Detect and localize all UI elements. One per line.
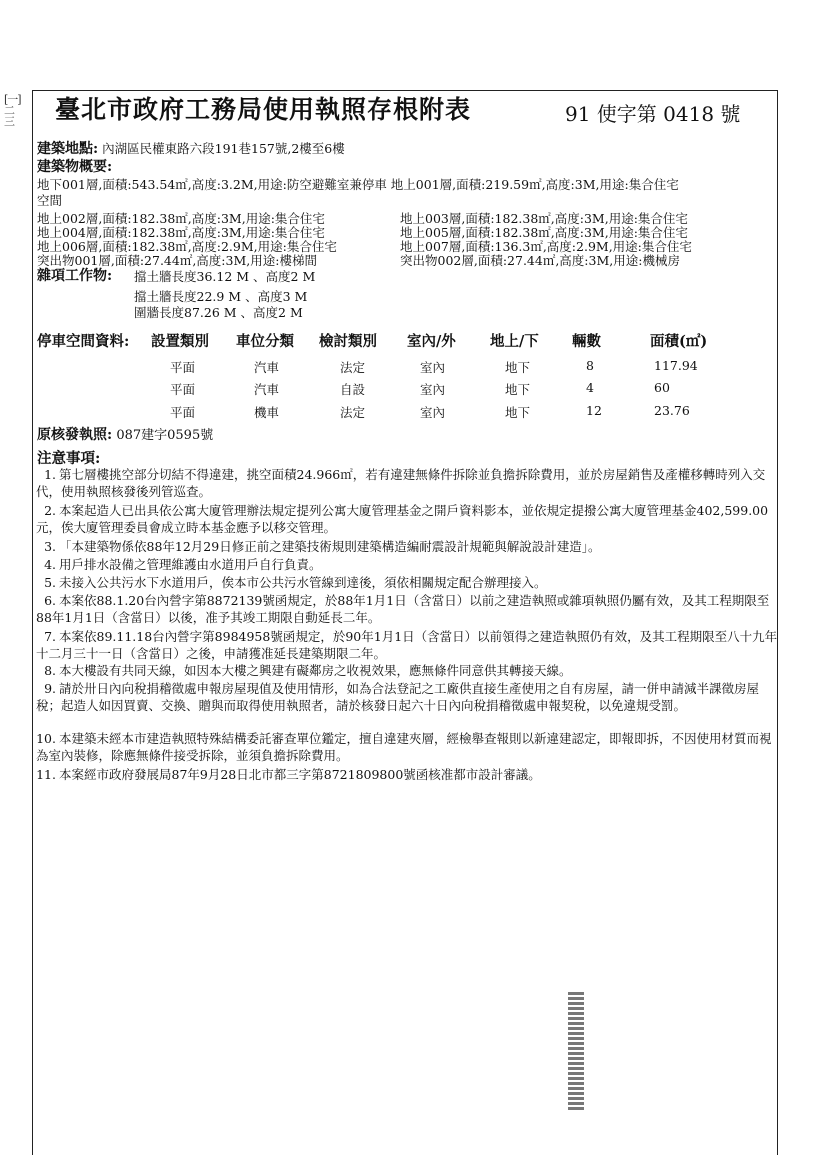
note-item: 6. 本案依88.1.20台內營字第8872139號函規定，於88年1月1日（含當日）以前之建造執照或雜項執照仍屬有效，及其工程期限至88年1月1日（含當日）以後，准予其竣工期限自動延長二年。 xyxy=(36,593,770,625)
misc-item: 擋土牆長度22.9 M 、高度3 M xyxy=(134,289,308,304)
parking-col-header: 面積(㎡) xyxy=(650,333,708,350)
permit-number: 91 使字第 0418 號 xyxy=(565,102,741,126)
note-item: 11. 本案經市政府發展局87年9月28日北市都三字第8721809800號函核准都市設計審議。 xyxy=(36,767,541,782)
page-border-left xyxy=(32,90,33,1155)
margin-stamp: [一] 二 三 xyxy=(4,93,21,128)
parking-col-header: 檢討類別 xyxy=(319,333,377,350)
floor-right: 地上007層,面積:136.3㎡,高度:2.9M,用途:集合住宅 xyxy=(400,239,692,254)
note-item: 8. 本大樓設有共同天線，如因本大樓之興建有礙鄰房之收視效果，應無條件同意供其轉接天線。 xyxy=(44,663,572,678)
note-item: 5. 未接入公共污水下水道用戶，俟本市公共污水管線到達後，須依相關規定配合辦理接入。 xyxy=(44,575,547,590)
floor-left: 地上006層,面積:182.38㎡,高度:2.9M,用途:集合住宅 xyxy=(37,239,337,254)
misc-item: 擋土牆長度36.12 M 、高度2 M xyxy=(134,269,316,284)
parking-label: 停車空間資料: xyxy=(37,333,130,350)
note-item: 3. 「本建築物係依88年12月29日修正前之建築技術規則建築構造編耐震設計規範與解說設計建造」。 xyxy=(44,539,601,554)
floor-left: 地上004層,面積:182.38㎡,高度:3M,用途:集合住宅 xyxy=(37,225,325,240)
original-permit: 原核發執照: 087建字0595號 xyxy=(37,427,214,443)
note-item: 9. 請於卅日內向稅捐稽徵處申報房屋現值及使用情形，如為合法登記之工廠供直接生產使用之自有房屋，請一併申請減半課徵房屋稅；起造人如因買賣、交換、贈與而取得使用執照者，請於核發日起六十日內向稅捐稽徵處申報契稅，以免違規受罰。 xyxy=(36,681,760,713)
overview-label: 建築物概要: xyxy=(37,159,113,175)
note-item: 2. 本案起造人已出具依公寓大廈管理辦法規定提列公寓大廈管理基金之開戶資料影本，並依規定提撥公寓大廈管理基金402,599.00元，俟大廈管理委員會成立時本基金應予以移交管理。 xyxy=(36,503,769,535)
parking-col-header: 車位分類 xyxy=(236,333,294,350)
parking-col-header: 設置類別 xyxy=(151,333,209,350)
notes-title: 注意事項: xyxy=(37,450,101,467)
site-label: 建築地點: xyxy=(37,141,99,157)
scan-artifact xyxy=(568,990,584,1110)
floor-right: 地上003層,面積:182.38㎡,高度:3M,用途:集合住宅 xyxy=(400,211,688,226)
document-title: 臺北市政府工務局使用執照存根附表 xyxy=(55,95,472,124)
floor-right: 地上005層,面積:182.38㎡,高度:3M,用途:集合住宅 xyxy=(400,225,688,240)
misc-label: 雜項工作物: xyxy=(37,268,113,284)
floor-left: 突出物001層,面積:27.44㎡,高度:3M,用途:樓梯間 xyxy=(37,253,317,268)
parking-col-header: 輛數 xyxy=(572,333,601,350)
parking-col-header: 室內/外 xyxy=(407,333,456,350)
site-value: 內湖區民權東路六段191巷157號,2樓至6樓 xyxy=(102,141,345,156)
note-item: 7. 本案依89.11.18台內營字第8984958號函規定，於90年1月1日（含當日）以前領得之建造執照仍有效，及其工程期限至八十九年十二月三十一日（含當日）之後，申請獲准延長建築期限二年。 xyxy=(36,629,778,661)
overview-row: 地下001層,面積:543.54㎡,高度:3.2M,用途:防空避難室兼停車 地上001層,面積:219.59㎡,高度:3M,用途:集合住宅 xyxy=(37,177,679,192)
misc-item: 圍牆長度87.26 M 、高度2 M xyxy=(134,305,303,320)
floor-left: 地上002層,面積:182.38㎡,高度:3M,用途:集合住宅 xyxy=(37,211,325,226)
note-item: 4. 用戶排水設備之管理維護由水道用戶自行負責。 xyxy=(44,557,322,572)
overview-row: 空間 xyxy=(37,193,63,208)
parking-col-header: 地上/下 xyxy=(490,333,539,350)
site-line xyxy=(37,142,345,156)
note-item: 10. 本建築未經本市建造執照特殊結構委託審查單位鑑定，擅自違建夾層，經檢舉查報則以新違建認定，即報即拆，不因使用材質而視為室內裝修，除應無條件接受拆除，並須負擔拆除費用。 xyxy=(36,731,772,763)
floor-right: 突出物002層,面積:27.44㎡,高度:3M,用途:機械房 xyxy=(400,253,680,268)
note-item: 1. 第七層樓挑空部分切結不得違建，挑空面積24.966㎡，若有違建無條件拆除並負擔拆除費用，並於房屋銷售及產權移轉時列入交代，使用執照核發後列管巡查。 xyxy=(36,467,766,499)
